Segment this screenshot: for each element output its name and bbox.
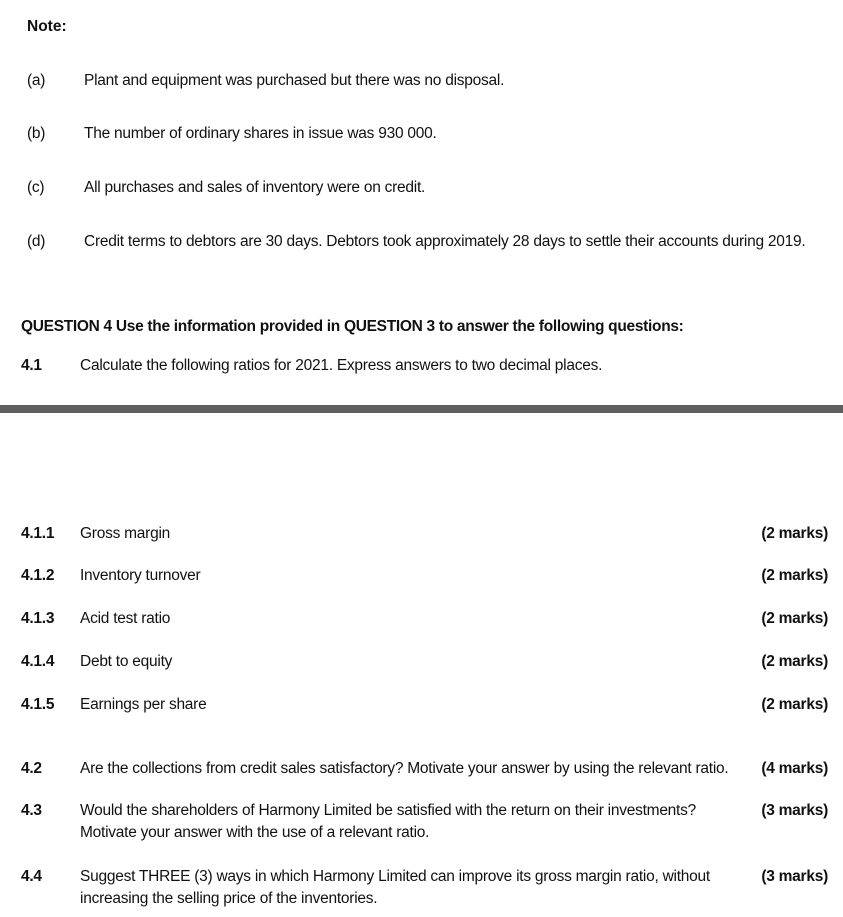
subquestion-text: Acid test ratio [80,610,171,627]
subquestion-marks: (2 marks) [761,567,828,584]
subquestion-text: Gross margin [80,525,171,542]
subquestion-marks: (2 marks) [761,696,828,713]
note-text-c: All purchases and sales of inventory were on credit. [84,179,426,196]
subquestion-number: 4.1.3 [21,610,55,627]
note-text-b: The number of ordinary shares in issue was 930 000. [84,125,437,142]
question-4-1-text: Calculate the following ratios for 2021. Express answers to two decimal places. [80,357,603,374]
note-title: Note: [27,18,67,35]
note-label-d: (d) [27,233,46,250]
question-4-1-number: 4.1 [21,357,42,374]
subquestion-marks: (2 marks) [761,610,828,627]
subquestion-text: Earnings per share [80,696,207,713]
question-4-3-text-line1: Would the shareholders of Harmony Limited be satisfied with the return on their investments? [80,802,696,819]
question-4-4-text-line1: Suggest THREE (3) ways in which Harmony Limited can improve its gross margin ratio, without [80,868,710,885]
question-4-3-number: 4.3 [21,802,42,819]
note-label-a: (a) [27,72,46,89]
question-4-4-marks: (3 marks) [761,868,828,885]
subquestion-number: 4.1.5 [21,696,55,713]
page-divider [0,405,843,413]
note-text-a: Plant and equipment was purchased but there was no disposal. [84,72,505,89]
subquestion-number: 4.1.1 [21,525,55,542]
question-4-2-text: Are the collections from credit sales satisfactory? Motivate your answer by using the relevant ratio. [80,760,729,777]
subquestion-marks: (2 marks) [761,525,828,542]
subquestion-number: 4.1.2 [21,567,55,584]
subquestion-number: 4.1.4 [21,653,55,670]
question-4-3-marks: (3 marks) [761,802,828,819]
subquestion-text: Inventory turnover [80,567,201,584]
question-4-4-number: 4.4 [21,868,42,885]
question-4-2-marks: (4 marks) [761,760,828,777]
question-4-3-text-line2: Motivate your answer with the use of a relevant ratio. [80,824,430,841]
question-4-4-text-line2: increasing the selling price of the inventories. [80,890,378,907]
note-label-c: (c) [27,179,45,196]
note-label-b: (b) [27,125,46,142]
question-4-2-number: 4.2 [21,760,42,777]
subquestion-marks: (2 marks) [761,653,828,670]
subquestion-text: Debt to equity [80,653,173,670]
note-text-d: Credit terms to debtors are 30 days. Debtors took approximately 28 days to settle their accounts during 2019. [84,233,806,250]
question-4-heading: QUESTION 4 Use the information provided in QUESTION 3 to answer the following questions: [21,318,684,335]
